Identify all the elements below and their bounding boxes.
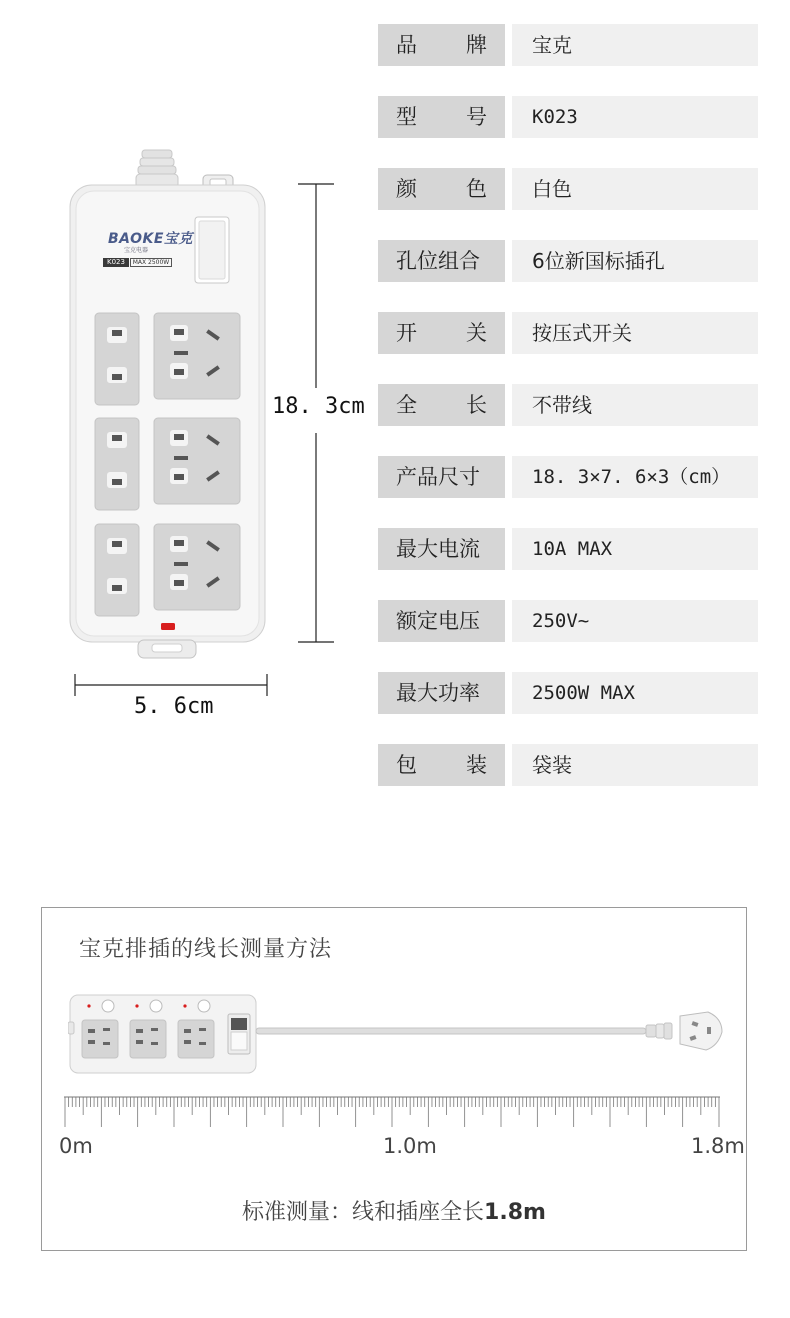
spec-value: 不带线 <box>512 384 758 426</box>
measurement-caption <box>42 1195 746 1226</box>
measurement-title: 宝克排插的线长测量方法 <box>79 937 333 962</box>
brand-logo: BAOKE宝克 <box>108 231 193 247</box>
spec-row-length <box>378 384 758 426</box>
caption-text: 标准测量：线和插座全长 <box>242 1200 485 1225</box>
spec-label: 全 长 <box>378 384 505 426</box>
scale-label-1-8m: 1.8m <box>691 1134 745 1158</box>
spec-value: 2500W MAX <box>512 672 758 714</box>
scale-label-1m: 1.0m <box>383 1134 437 1158</box>
five-hole-socket <box>154 313 240 399</box>
spec-row-sockets <box>378 240 758 282</box>
spec-label: 型 号 <box>378 96 505 138</box>
spec-row-switch <box>378 312 758 354</box>
spec-label: 额定电压 <box>378 600 505 642</box>
spec-value: 10A MAX <box>512 528 758 570</box>
spec-row-current <box>378 528 758 570</box>
spec-value: 白色 <box>512 168 758 210</box>
model-tag: K023 <box>103 258 129 267</box>
spec-label: 孔位组合 <box>378 240 505 282</box>
ruler <box>64 1094 724 1130</box>
spec-label: 包 装 <box>378 744 505 786</box>
brand-sub-text: 宝克电器 <box>124 247 149 254</box>
strip-with-cord-illustration <box>68 992 728 1078</box>
power-strip-illustration <box>60 145 280 665</box>
spec-label: 颜 色 <box>378 168 505 210</box>
spec-value: 18. 3×7. 6×3（cm） <box>512 456 758 498</box>
spec-label: 产品尺寸 <box>378 456 505 498</box>
two-pin-socket <box>95 418 139 510</box>
spec-value: 宝克 <box>512 24 758 66</box>
spec-row-power <box>378 672 758 714</box>
five-hole-socket <box>154 418 240 504</box>
width-label: 5. 6cm <box>134 694 214 719</box>
spec-value: 袋装 <box>512 744 758 786</box>
rating-tag: MAX 2500W <box>130 258 172 267</box>
spec-row-voltage <box>378 600 758 642</box>
spec-row-color <box>378 168 758 210</box>
height-label: 18. 3cm <box>272 394 365 419</box>
spec-label: 最大功率 <box>378 672 505 714</box>
cord-measurement-panel <box>41 907 747 1251</box>
spec-label: 开 关 <box>378 312 505 354</box>
spec-row-size <box>378 456 758 498</box>
spec-row-model <box>378 96 758 138</box>
spec-value: 按压式开关 <box>512 312 758 354</box>
scale-label-0m: 0m <box>59 1134 93 1158</box>
spec-value: K023 <box>512 96 758 138</box>
two-pin-socket <box>95 313 139 405</box>
spec-label: 最大电流 <box>378 528 505 570</box>
spec-value: 6位新国标插孔 <box>512 240 758 282</box>
spec-row-brand <box>378 24 758 66</box>
five-hole-socket <box>154 524 240 610</box>
cord-top <box>136 150 178 188</box>
spec-row-package <box>378 744 758 786</box>
two-pin-socket <box>95 524 139 616</box>
spec-label: 品 牌 <box>378 24 505 66</box>
spec-value: 250V~ <box>512 600 758 642</box>
caption-value: 1.8m <box>484 1200 546 1225</box>
